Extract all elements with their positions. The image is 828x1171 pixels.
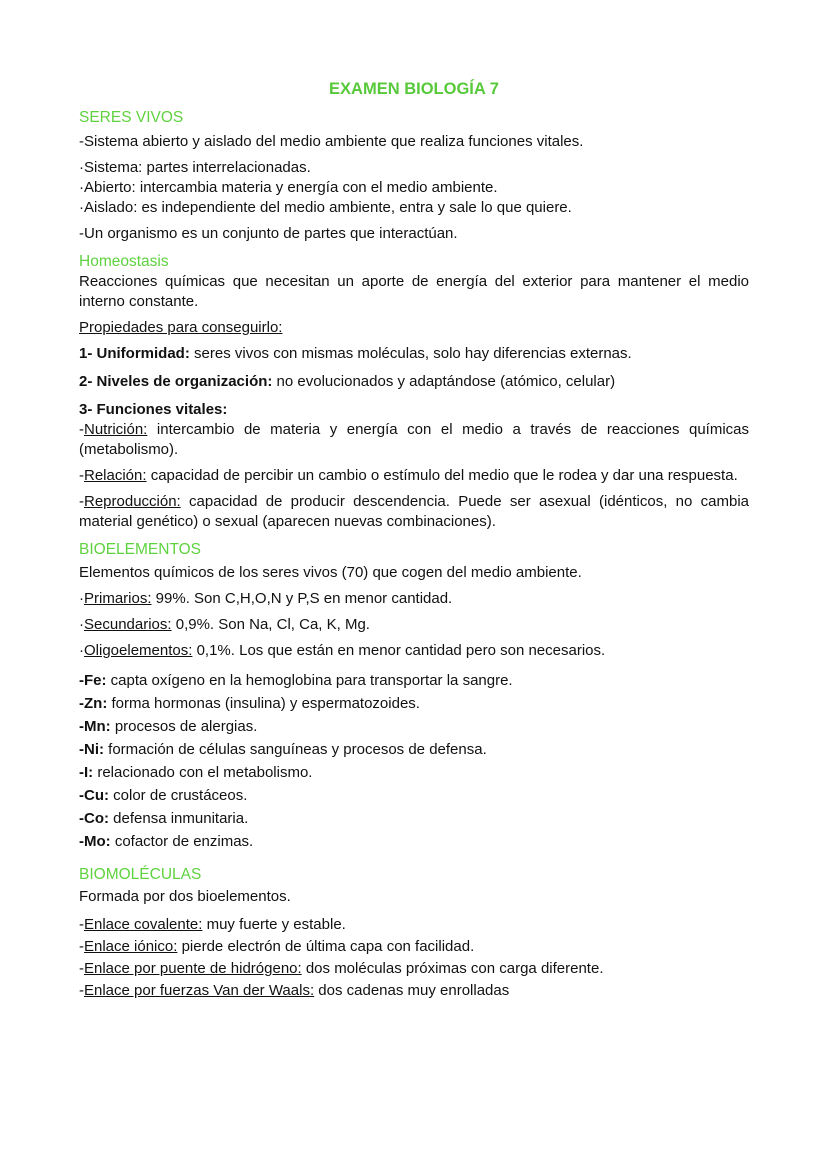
property-uniformidad [79,344,749,364]
element-text: forma hormonas (insulina) y espermatozoides. [107,695,420,712]
function-label: Nutrición: [84,421,148,438]
element-item [79,784,749,807]
element-text: defensa inmunitaria. [109,810,249,827]
element-item [79,692,749,715]
property-text: no evolucionados y adaptándose (atómico, celular) [272,373,616,390]
bond-item: -Enlace por fuerzas Van der Waals: dos cadenas muy enrolladas [79,982,510,999]
seres-vivos-organismo: -Un organismo es un conjunto de partes que interactúan. [79,225,458,242]
element-item [79,761,749,784]
element-label: -Zn: [79,695,108,712]
bond-label: Enlace covalente: [84,916,203,933]
element-item [79,715,749,738]
bond-text: pierde electrón de última capa con facilidad. [177,938,475,955]
category-text: 99%. Son C,H,O,N y P,S en menor cantidad. [151,590,453,607]
seres-vivos-abierto: ·Abierto: intercambia materia y energía con el medio ambiente. [79,179,498,196]
bond-text: dos moléculas próximas con carga diferente. [301,960,604,977]
bond-item: -Enlace covalente: muy fuerte y estable. [79,916,346,933]
function-label: Relación: [84,467,147,484]
element-item [79,669,749,692]
element-label: -I: [79,764,94,781]
element-item [79,807,749,830]
category-text: 0,1%. Los que están en menor cantidad pero son necesarios. [192,642,606,659]
element-label: -Fe: [79,672,107,689]
element-text: capta oxígeno en la hemoglobina para transportar la sangre. [106,672,513,689]
function-nutricion: -Nutrición: intercambio de materia y energía con el medio a través de reacciones químicas (metabolismo). [79,421,749,458]
element-text: formación de células sanguíneas y procesos de defensa. [104,741,487,758]
bond-item: -Enlace por puente de hidrógeno: dos moléculas próximas con carga diferente. [79,960,604,977]
bioelementos-primarios: ·Primarios: 99%. Son C,H,O,N y P,S en menor cantidad. [79,590,453,607]
category-label: Oligoelementos: [84,642,193,659]
bioelementos-secundarios: ·Secundarios: 0,9%. Son Na, Cl, Ca, K, Mg. [79,616,370,633]
element-label: -Ni: [79,741,104,758]
element-list [79,669,749,853]
seres-vivos-sistema: ·Sistema: partes interrelacionadas. [79,159,311,176]
element-text: cofactor de enzimas. [110,833,254,850]
section-heading-biomoleculas: BIOMOLÉCULAS [79,866,202,883]
property-text: seres vivos con mismas moléculas, solo hay diferencias externas. [189,345,632,362]
bond-item: -Enlace iónico: pierde electrón de última capa con facilidad. [79,938,475,955]
element-label: -Mo: [79,833,111,850]
properties-title-text: Propiedades para conseguirlo: [79,319,283,336]
function-relacion: -Relación: capacidad de percibir un cambio o estímulo del medio que le rodea y dar una respuesta. [79,467,738,484]
element-item [79,738,749,761]
function-text: intercambio de materia y energía con el medio a través de reacciones químicas (metabolismo). [79,421,749,458]
property-funciones-vitales [79,400,749,420]
biomoleculas-definition: Formada por dos bioelementos. [79,888,291,905]
category-label: Secundarios: [84,616,172,633]
element-label: -Cu: [79,787,109,804]
properties-title [79,318,749,338]
bioelementos-oligoelementos: ·Oligoelementos: 0,1%. Los que están en menor cantidad pero son necesarios. [79,642,606,659]
property-label: 1- Uniformidad: [79,345,190,362]
category-text: 0,9%. Son Na, Cl, Ca, K, Mg. [171,616,370,633]
element-text: relacionado con el metabolismo. [93,764,313,781]
section-heading-bioelementos: BIOELEMENTOS [79,541,202,558]
property-niveles [79,372,749,392]
property-label: 2- Niveles de organización: [79,373,273,390]
function-text: capacidad de producir descendencia. Puede ser asexual (idénticos, no cambia material genético) o sexual (aparecen nuevas combinaciones). [79,493,749,530]
property-label: 3- Funciones vitales: [79,401,228,418]
bioelementos-definition: Elementos químicos de los seres vivos (70) que cogen del medio ambiente. [79,564,582,581]
bond-label: Enlace por puente de hidrógeno: [84,960,302,977]
page-title: EXAMEN BIOLOGÍA 7 [329,80,499,98]
section-heading-seres-vivos: SERES VIVOS [79,109,184,126]
bond-list [79,914,749,1002]
homeostasis-definition: Reacciones químicas que necesitan un aporte de energía del exterior para mantener el medio interno constante. [79,273,749,310]
section-heading-homeostasis: Homeostasis [79,253,169,270]
function-reproduccion: -Reproducción: capacidad de producir descendencia. Puede ser asexual (idénticos, no cambia material genético) o sexual (aparecen nuevas combinaciones). [79,493,749,530]
element-item [79,830,749,853]
element-text: procesos de alergias. [110,718,258,735]
function-text: capacidad de percibir un cambio o estímulo del medio que le rodea y dar una respuesta. [146,467,738,484]
bond-label: Enlace iónico: [84,938,178,955]
element-text: color de crustáceos. [109,787,248,804]
category-label: Primarios: [84,590,152,607]
seres-vivos-aislado: ·Aislado: es independiente del medio ambiente, entra y sale lo que quiere. [79,199,572,216]
bond-label: Enlace por fuerzas Van der Waals: [84,982,315,999]
element-label: -Mn: [79,718,111,735]
function-label: Reproducción: [84,493,181,510]
bond-text: muy fuerte y estable. [202,916,346,933]
seres-vivos-definition: -Sistema abierto y aislado del medio ambiente que realiza funciones vitales. [79,133,584,150]
element-label: -Co: [79,810,109,827]
bond-text: dos cadenas muy enrolladas [314,982,510,999]
